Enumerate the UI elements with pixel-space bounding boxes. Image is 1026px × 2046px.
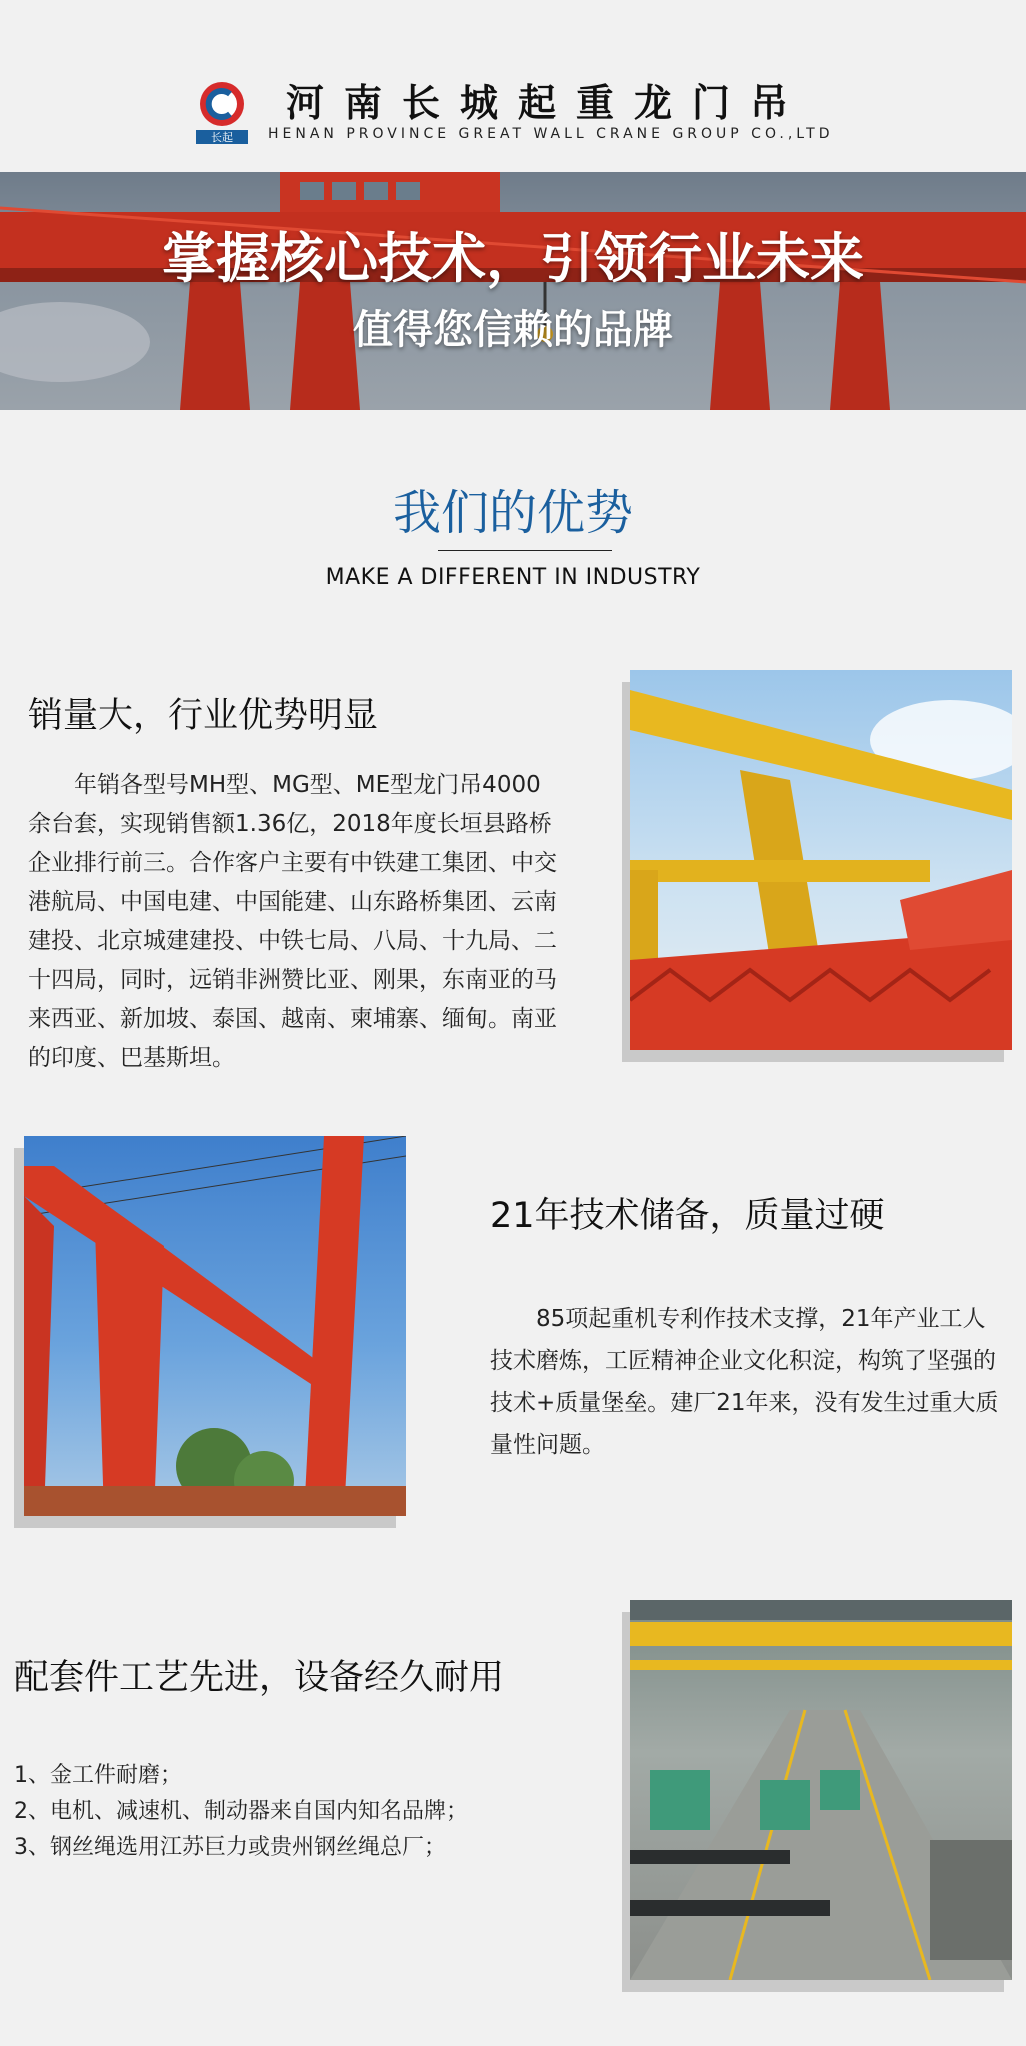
- banner-subtitle: 值得您信赖的品牌: [353, 307, 673, 353]
- red-gantry-image: [24, 1136, 406, 1516]
- feature-3-list: [14, 1758, 574, 1866]
- yellow-gantry-image: [630, 670, 1012, 1050]
- feature-2-heading: 21年技术储备，质量过硬: [490, 1196, 885, 1236]
- section-title: 我们的优势: [392, 485, 633, 541]
- company-logo: [196, 80, 248, 144]
- banner-title: 掌握核心技术，引领行业未来: [162, 227, 864, 290]
- feature-3-heading: 配套件工艺先进，设备经久耐用: [14, 1658, 505, 1698]
- brand-name-en: HENAN PROVINCE GREAT WALL CRANE GROUP CO.,LTD: [268, 126, 834, 142]
- feature-3-photo: [622, 1600, 1012, 1992]
- factory-interior-image: [630, 1600, 1012, 1980]
- section-divider: [438, 550, 612, 551]
- feature-1-photo: [622, 670, 1012, 1062]
- section-subtitle: MAKE A DIFFERENT IN INDUSTRY: [325, 565, 701, 590]
- feature-2-photo: [14, 1136, 406, 1528]
- logo-text: 长起: [211, 131, 233, 144]
- list-item: 2、电机、减速机、制动器来自国内知名品牌；: [14, 1799, 468, 1824]
- feature-1-heading: 销量大，行业优势明显: [28, 696, 379, 736]
- feature-1-body: 年销各型号MH型、MG型、ME型龙门吊4000余台套，实现销售额1.36亿，2018年度长垣县路桥企业排行前三。合作客户主要有中铁建工集团、中交港航局、中国电建、中国能建、山东路桥集团、云南建投、北京城建建投、中铁七局、八局、十九局、二十四局，同时，远销非洲赞比亚、刚果，东南亚的马来西亚、新加坡、泰国、越南、柬埔寨、缅甸。南亚的印度、巴基斯坦。: [28, 772, 557, 1071]
- list-item: 1、金工件耐磨；: [14, 1763, 182, 1788]
- brand-name-cn: 河南长城起重龙门吊: [286, 81, 809, 125]
- list-item: 3、钢丝绳选用江苏巨力或贵州钢丝绳总厂；: [14, 1835, 446, 1860]
- hero-banner: [0, 172, 1026, 410]
- feature-2-body: 85项起重机专利作技术支撑，21年产业工人技术磨炼，工匠精神企业文化积淀，构筑了坚强的技术+质量堡垒。建厂21年来，没有发生过重大质量性问题。: [490, 1306, 999, 1458]
